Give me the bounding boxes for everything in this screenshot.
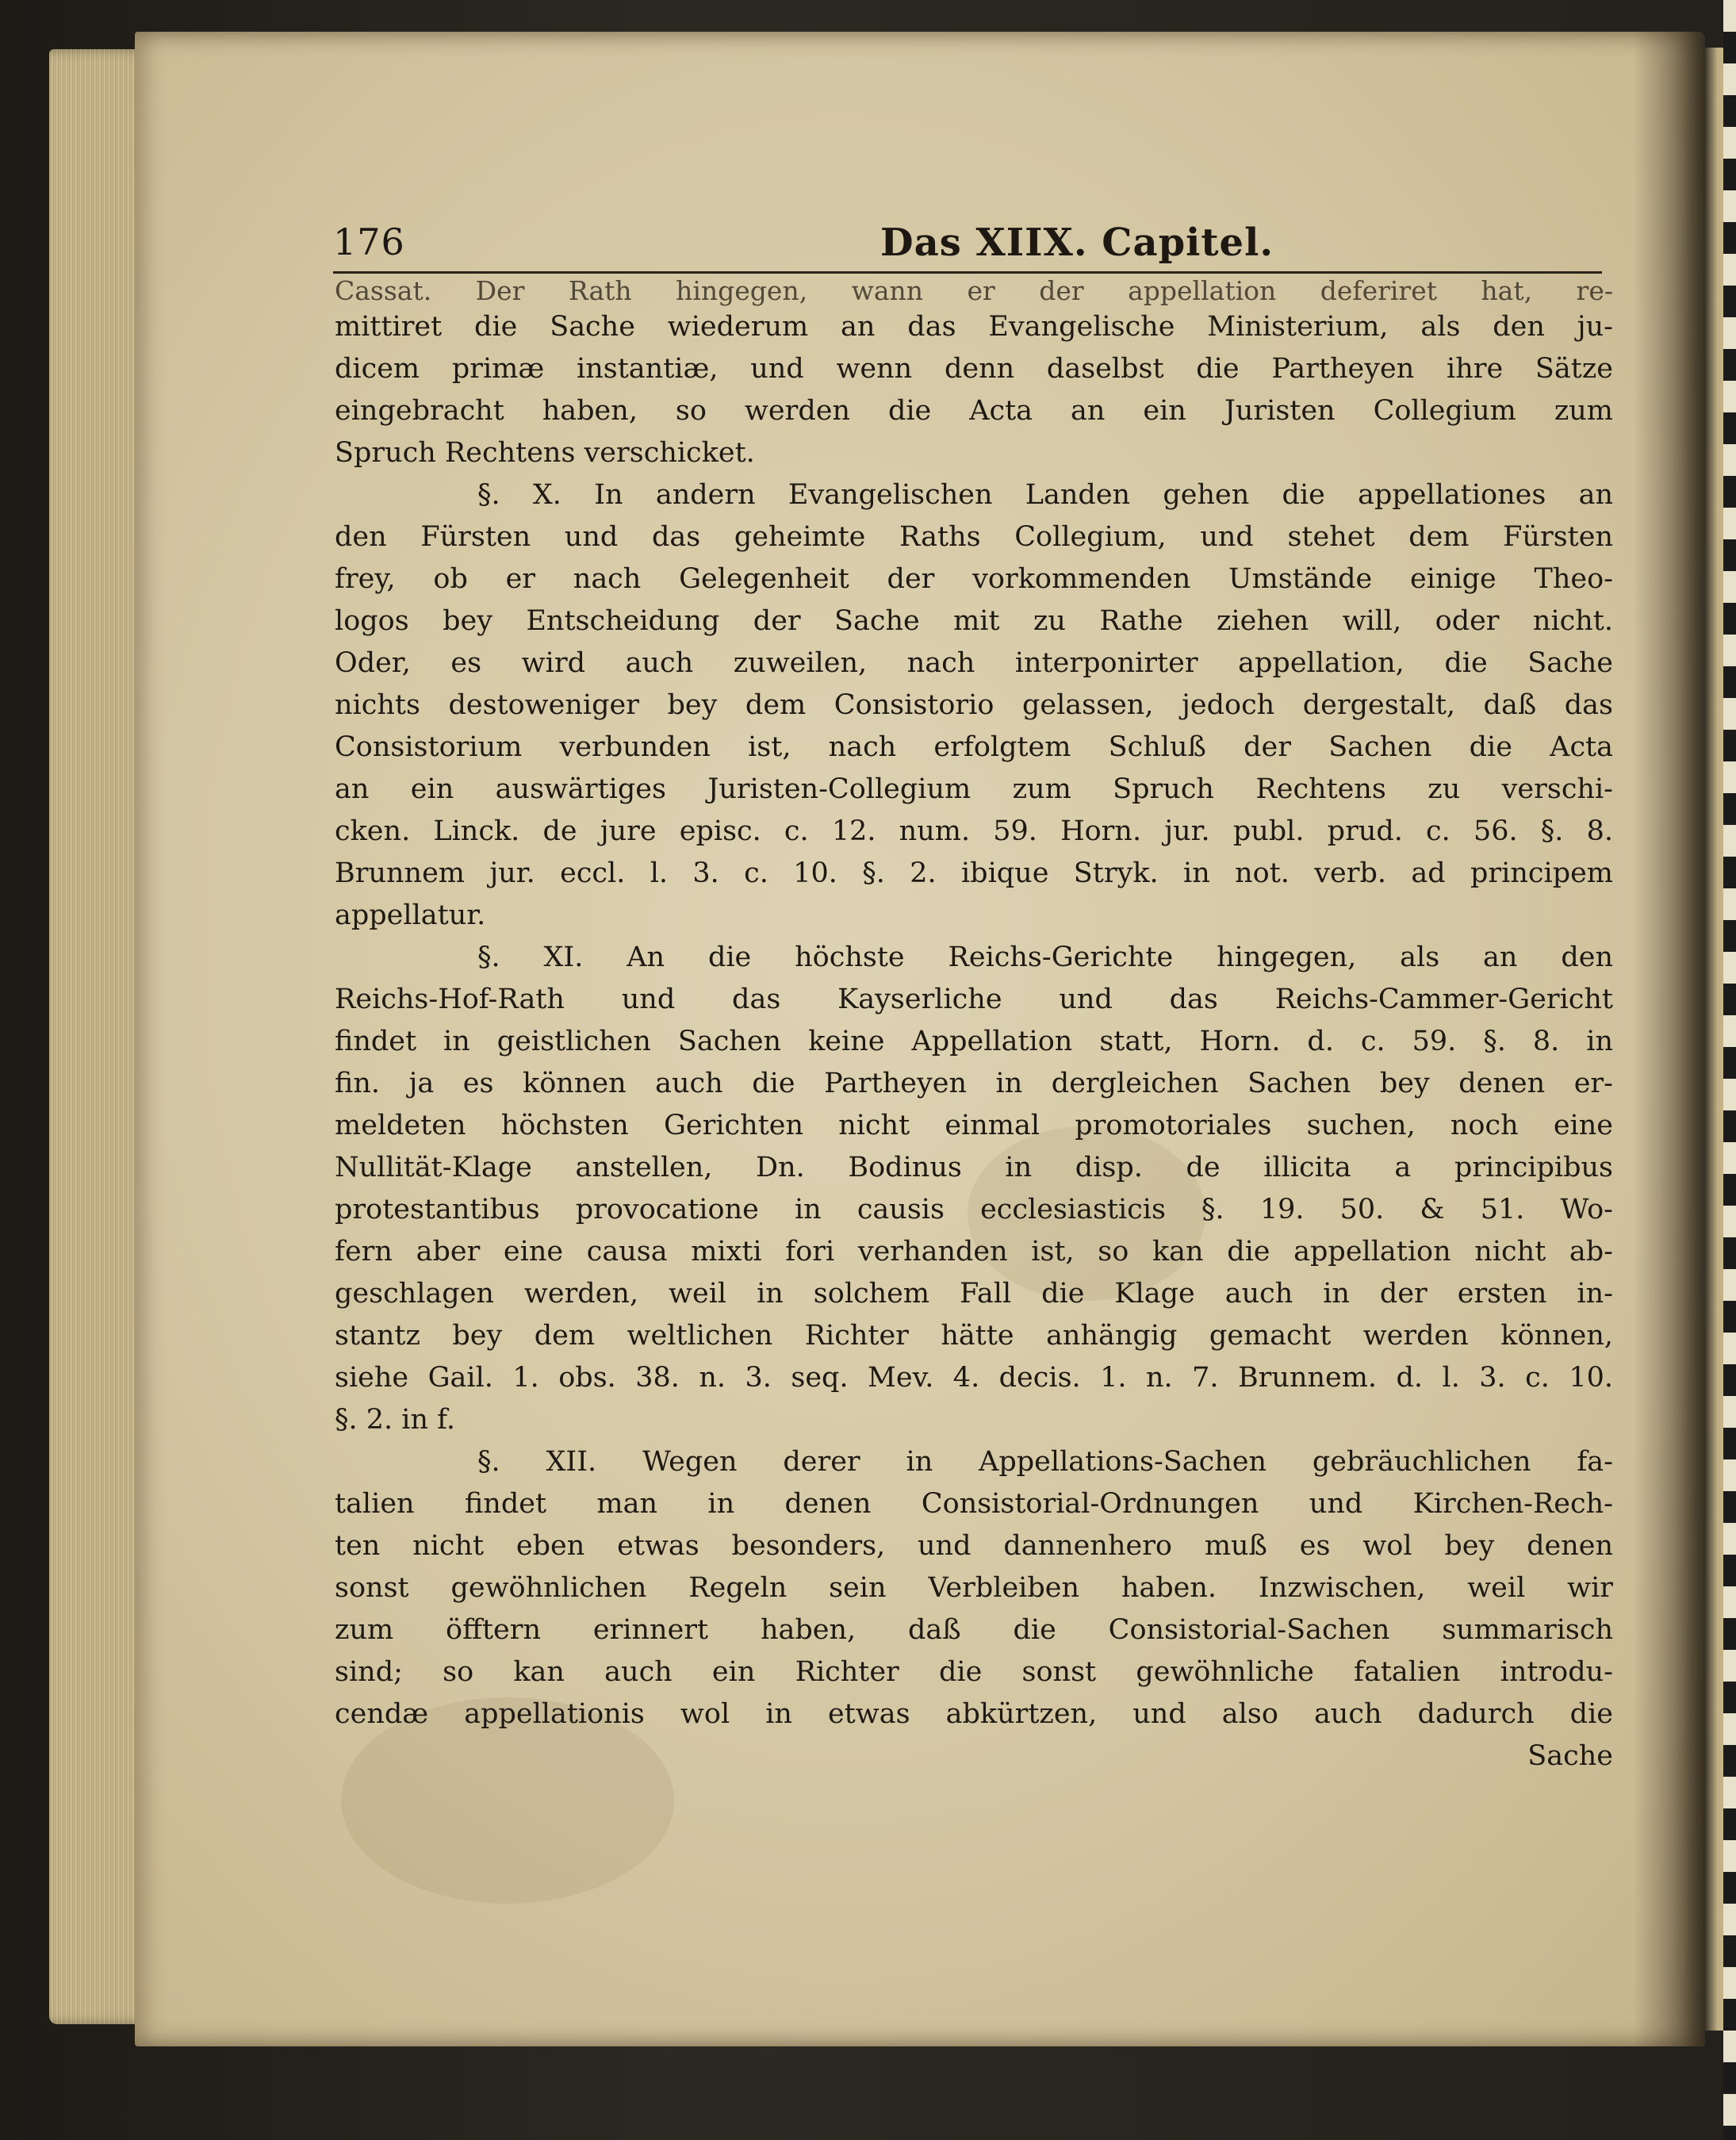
page-header: [333, 221, 1602, 268]
text-line: siehe Gail. 1. obs. 38. n. 3. seq. Mev. 4. decis. 1. n. 7. Brunnem. d. l. 3. c. 10.: [335, 1362, 1613, 1394]
text-line: protestantibus provocatione in causis ecclesiasticis §. 19. 50. & 51. Wo-: [335, 1194, 1613, 1225]
text-line: Cassat. Der Rath hingegen, wann er der appellation deferiret hat, re-: [335, 279, 1613, 306]
text-line: dicem primæ instantiæ, und wenn denn daselbst die Partheyen ihre Sätze: [335, 353, 1613, 385]
text-line: Oder, es wird auch zuweilen, nach interponirter appellation, die Sache: [335, 647, 1613, 679]
text-line: stantz bey dem weltlichen Richter hätte anhängig gemacht werden können,: [335, 1320, 1613, 1352]
text-line: fin. ja es können auch die Partheyen in dergleichen Sachen bey denen er-: [335, 1068, 1613, 1099]
text-line: fern aber eine causa mixti fori verhanden ist, so kan die appellation nicht ab-: [335, 1236, 1613, 1268]
text-line: nichts destoweniger bey dem Consistorio gelassen, jedoch dergestalt, daß das: [335, 689, 1613, 721]
section-heading-line: §. X. In andern Evangelischen Landen gehen die appellationes an: [477, 479, 1613, 511]
binding-gutter-shadow: [1634, 32, 1705, 2046]
text-line: frey, ob er nach Gelegenheit der vorkommenden Umstände einige Theo-: [335, 563, 1613, 595]
text-line: ten nicht eben etwas besonders, und dannenhero muß es wol bey denen: [335, 1530, 1613, 1562]
text-line: zum öfftern erinnert haben, daß die Consistorial-Sachen summarisch: [335, 1614, 1613, 1646]
text-line: appellatur.: [335, 899, 486, 931]
text-line: Reichs-Hof-Rath und das Kayserliche und das Reichs-Cammer-Gericht: [335, 984, 1613, 1015]
text-line: geschlagen werden, weil in solchem Fall die Klage auch in der ersten in-: [335, 1278, 1613, 1310]
catchword: Sache: [1527, 1740, 1613, 1772]
text-line: sonst gewöhnlichen Regeln sein Verbleiben haben. Inzwischen, weil wir: [335, 1572, 1613, 1604]
text-line: eingebracht haben, so werden die Acta an ein Juristen Collegium zum: [335, 395, 1613, 427]
text-line: Consistorium verbunden ist, nach erfolgtem Schluß der Sachen die Acta: [335, 731, 1613, 763]
section-heading-line: §. XI. An die höchste Reichs-Gerichte hingegen, als an den: [477, 942, 1613, 973]
text-line: talien findet man in denen Consistorial-Ordnungen und Kirchen-Rech-: [335, 1488, 1613, 1520]
text-line: Spruch Rechtens verschicket.: [335, 437, 755, 469]
text-line: cken. Linck. de jure episc. c. 12. num. 59. Horn. jur. publ. prud. c. 56. §. 8.: [335, 815, 1613, 847]
text-line: sind; so kan auch ein Richter die sonst gewöhnliche fatalien introdu-: [335, 1656, 1613, 1688]
body-text: [335, 279, 1613, 1778]
text-line: logos bey Entscheidung der Sache mit zu Rathe ziehen will, oder nicht.: [335, 605, 1613, 637]
section-heading-line: §. XII. Wegen derer in Appellations-Sachen gebräuchlichen fa-: [477, 1446, 1613, 1478]
text-line: §. 2. in f.: [335, 1404, 455, 1436]
text-line: Brunnem jur. eccl. l. 3. c. 10. §. 2. ibique Stryk. in not. verb. ad principem: [335, 857, 1613, 889]
text-line: mittiret die Sache wiederum an das Evangelische Ministerium, als den ju-: [335, 311, 1613, 343]
text-line: den Fürsten und das geheimte Raths Collegium, und stehet dem Fürsten: [335, 521, 1613, 553]
text-line: Nullität-Klage anstellen, Dn. Bodinus in disp. de illicita a principibus: [335, 1152, 1613, 1183]
scale-ruler: [1723, 0, 1736, 2140]
text-line: an ein auswärtiges Juristen-Collegium zum Spruch Rechtens zu verschi-: [335, 773, 1613, 805]
page-number: 176: [333, 221, 405, 263]
header-rule: [333, 271, 1602, 274]
text-line: cendæ appellationis wol in etwas abkürtzen, und also auch dadurch die: [335, 1698, 1613, 1730]
running-title: Das XIIX. Capitel.: [880, 221, 1274, 265]
text-line: meldeten höchsten Gerichten nicht einmal promotoriales suchen, noch eine: [335, 1110, 1613, 1141]
text-line: findet in geistlichen Sachen keine Appellation statt, Horn. d. c. 59. §. 8. in: [335, 1026, 1613, 1057]
